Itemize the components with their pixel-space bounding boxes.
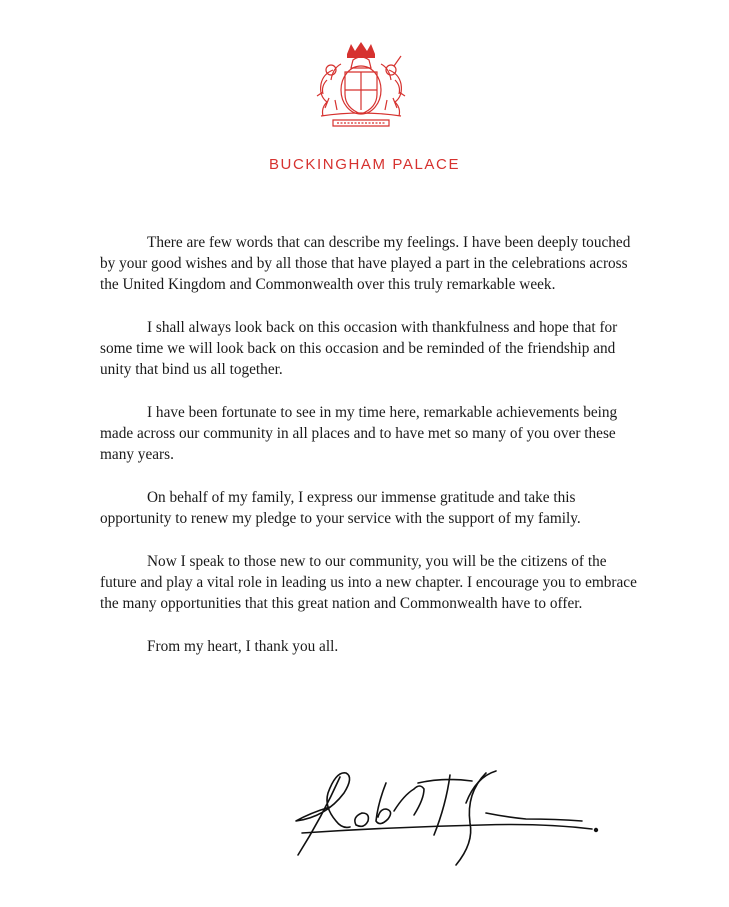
letter-closing: From my heart, I thank you all. <box>147 637 339 655</box>
royal-crest-icon <box>303 40 419 128</box>
handwritten-signature <box>290 765 610 870</box>
letterhead-title: BUCKINGHAM PALACE <box>268 156 461 173</box>
letter-paragraph: There are few words that can describe my feelings. I have been deeply touched by your good wishes and by all those that have played a part in the celebrations across the United Kingdom and Commonwealth over this truly remarkable week. <box>100 234 631 294</box>
letter-paragraph: On behalf of my family, I express our immense gratitude and take this opportunity to renew my pledge to your service with the support of my family. <box>100 489 581 528</box>
letter-paragraph: I shall always look back on this occasion with thankfulness and hope that for some time we will look back on this occasion and be reminded of the friendship and unity that bind us all together. <box>100 319 618 379</box>
letter-paragraph: Now I speak to those new to our community, you will be the citizens of the future and play a vital role in leading us into a new chapter. I encourage you to embrace the many opportunities that this great nation and Commonwealth have to offer. <box>100 552 637 613</box>
letter-paragraph: I have been fortunate to see in my time here, remarkable achievements being made across our community in all places and to have met so many of you over these many years. <box>100 404 618 464</box>
letter-body <box>100 232 645 678</box>
